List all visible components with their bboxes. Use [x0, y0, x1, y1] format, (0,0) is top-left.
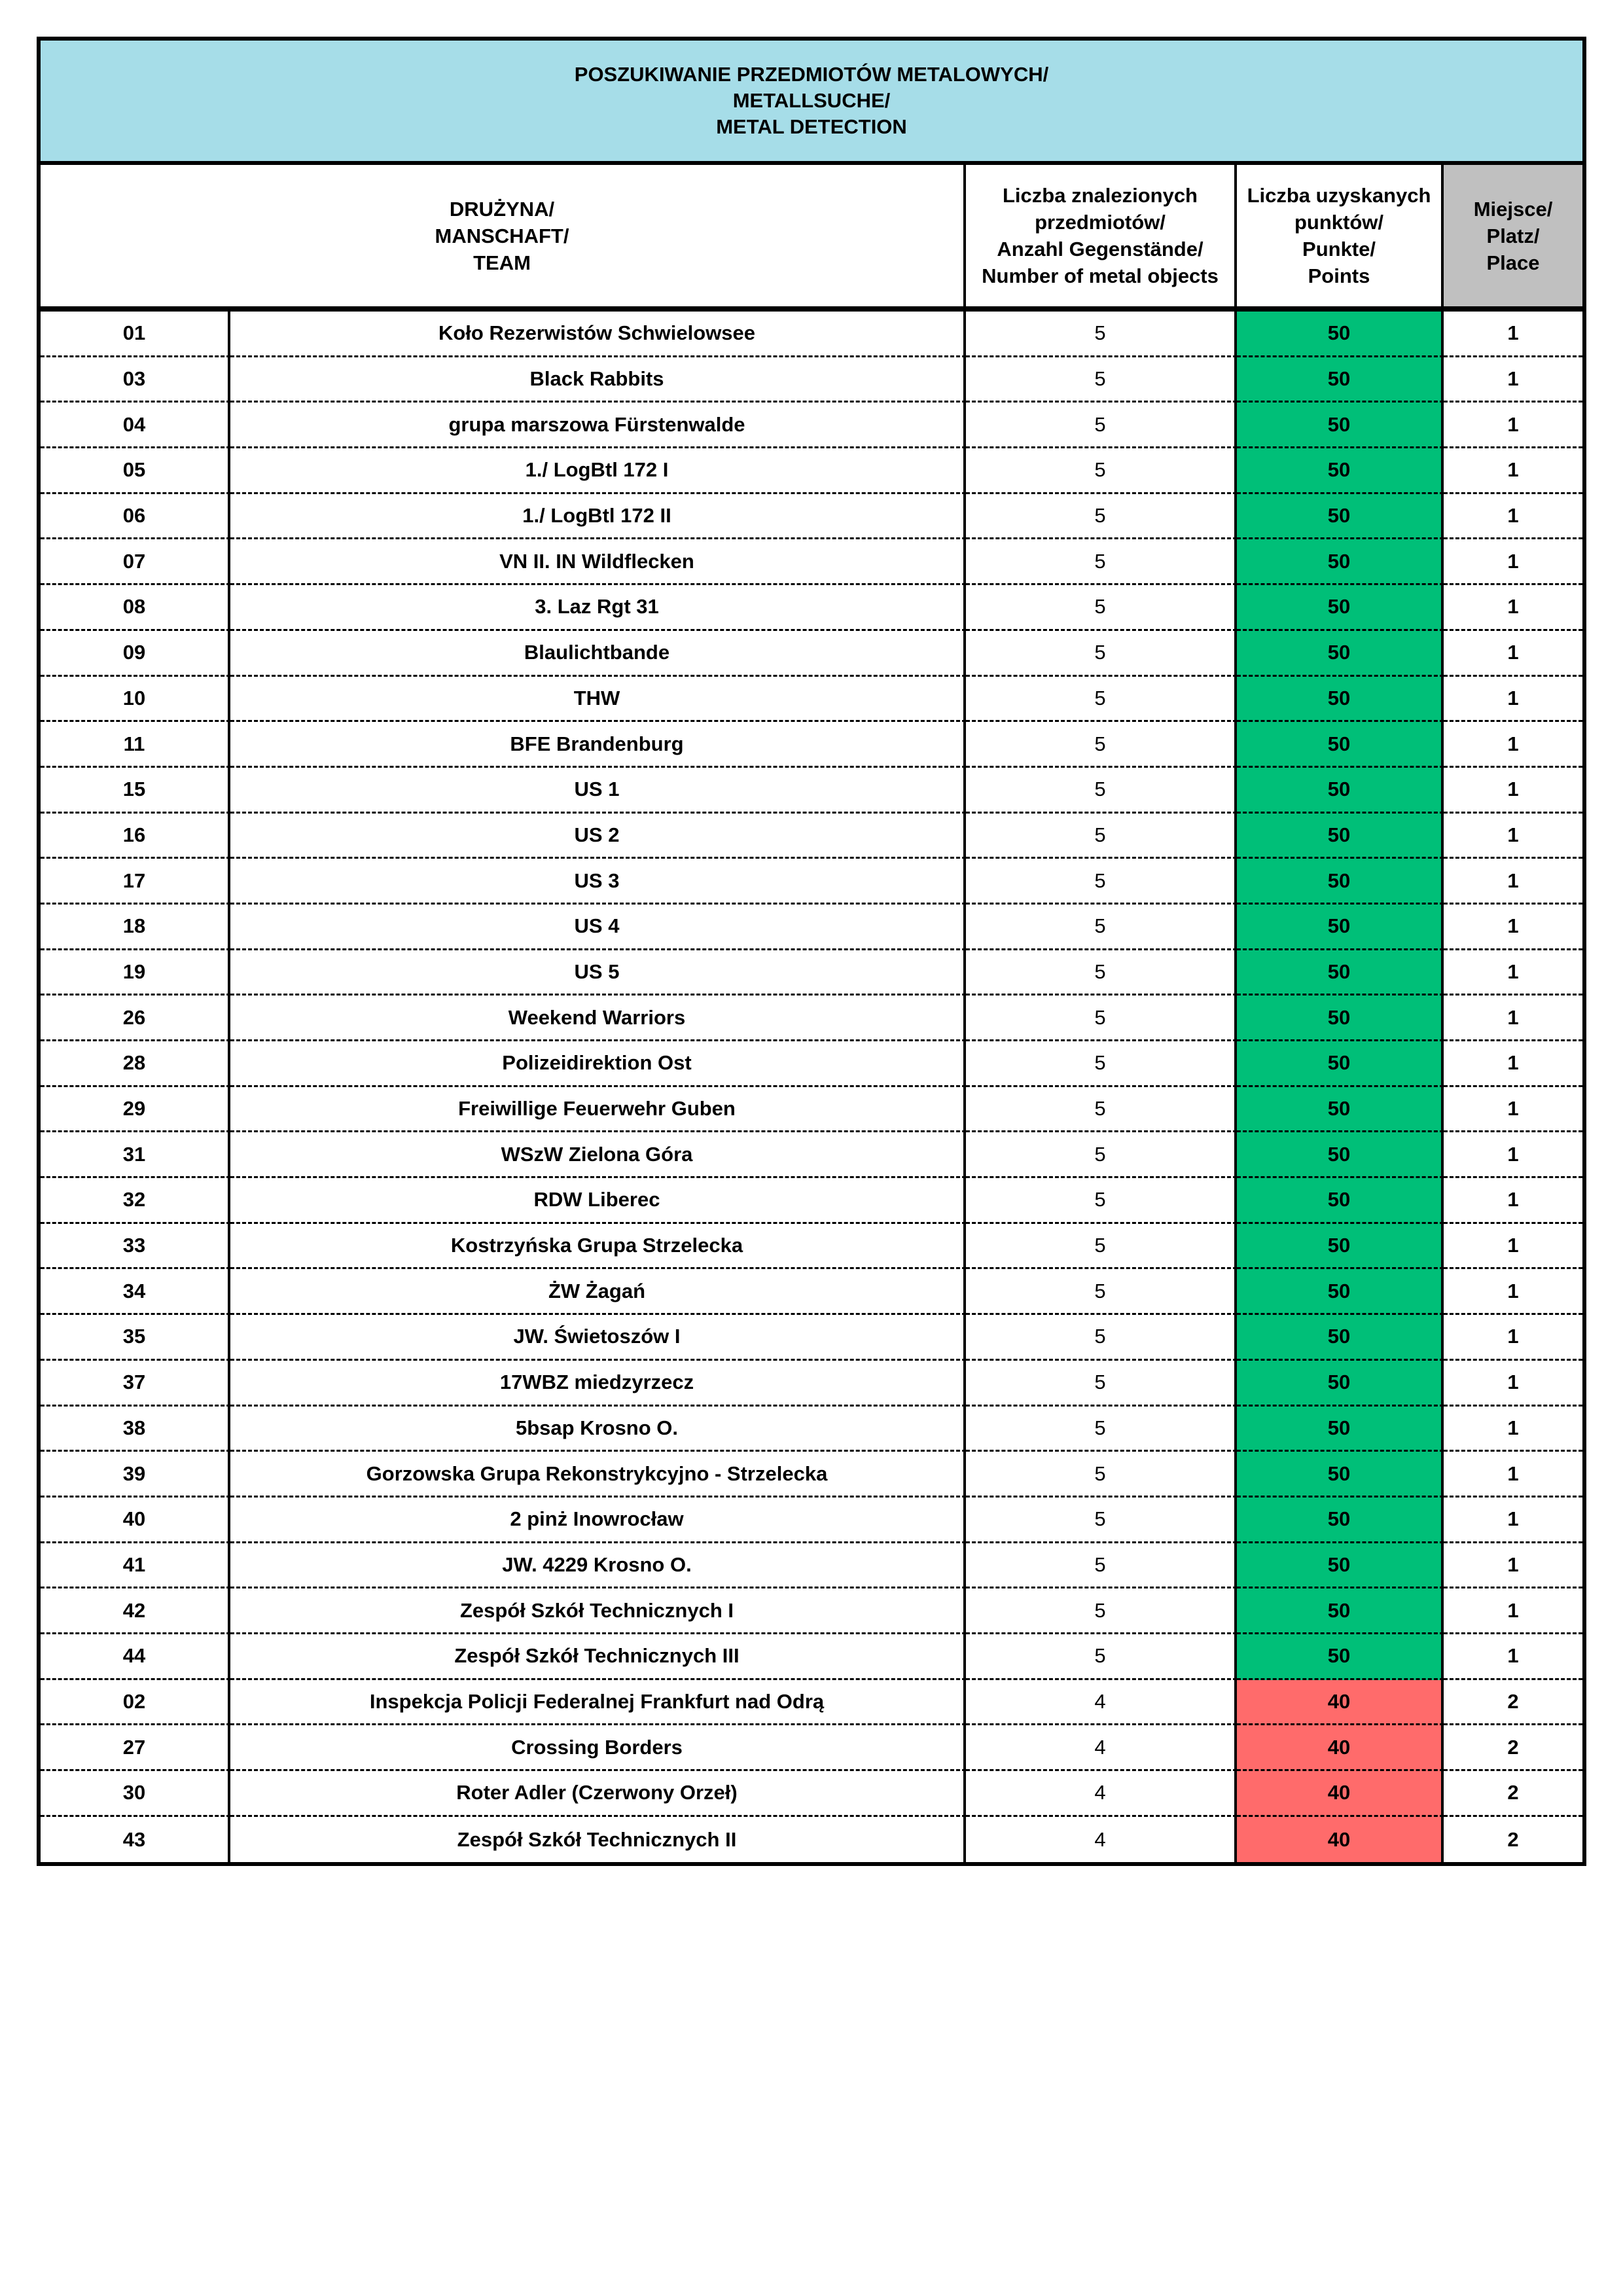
header-count-line: Anzahl Gegenstände/	[997, 238, 1204, 260]
team-id: 27	[41, 1725, 230, 1771]
objects-count: 5	[966, 1041, 1237, 1087]
team-name: Weekend Warriors	[230, 996, 966, 1041]
team-name: US 4	[230, 905, 966, 950]
header-points-line: Liczba uzyskanych	[1247, 184, 1431, 207]
team-name: Zespół Szkół Technicznych II	[230, 1817, 966, 1863]
team-name: 3. Laz Rgt 31	[230, 585, 966, 631]
objects-count: 5	[966, 312, 1237, 357]
team-name: US 3	[230, 859, 966, 905]
team-id: 44	[41, 1634, 230, 1680]
place-value: 1	[1444, 1315, 1582, 1361]
header-count	[966, 165, 1237, 312]
team-id: 16	[41, 814, 230, 859]
points-value: 50	[1237, 996, 1444, 1041]
team-name: ŻW Żagań	[230, 1269, 966, 1315]
team-name: Crossing Borders	[230, 1725, 966, 1771]
place-value: 1	[1444, 859, 1582, 905]
team-id: 28	[41, 1041, 230, 1087]
points-value: 50	[1237, 494, 1444, 540]
objects-count: 5	[966, 1132, 1237, 1178]
objects-count: 5	[966, 585, 1237, 631]
objects-count: 5	[966, 1634, 1237, 1680]
team-name: BFE Brandenburg	[230, 722, 966, 768]
objects-count: 5	[966, 859, 1237, 905]
points-value: 50	[1237, 448, 1444, 494]
place-value: 1	[1444, 996, 1582, 1041]
points-value: 50	[1237, 1132, 1444, 1178]
team-id: 39	[41, 1452, 230, 1498]
place-value: 2	[1444, 1725, 1582, 1771]
team-id: 26	[41, 996, 230, 1041]
place-value: 1	[1444, 722, 1582, 768]
team-id: 09	[41, 631, 230, 677]
objects-count: 5	[966, 1498, 1237, 1543]
place-value: 1	[1444, 1087, 1582, 1133]
header-points-line: Points	[1308, 264, 1370, 287]
place-value: 1	[1444, 1588, 1582, 1634]
objects-count: 5	[966, 1087, 1237, 1133]
team-name: Koło Rezerwistów Schwielowsee	[230, 312, 966, 357]
team-id: 18	[41, 905, 230, 950]
team-id: 03	[41, 357, 230, 403]
objects-count: 5	[966, 996, 1237, 1041]
team-name: WSzW Zielona Góra	[230, 1132, 966, 1178]
team-name: Kostrzyńska Grupa Strzelecka	[230, 1224, 966, 1270]
points-value: 50	[1237, 1087, 1444, 1133]
objects-count: 5	[966, 814, 1237, 859]
place-value: 1	[1444, 1132, 1582, 1178]
team-name: Inspekcja Policji Federalnej Frankfurt nad Odrą	[230, 1680, 966, 1726]
team-id: 02	[41, 1680, 230, 1726]
team-name: THW	[230, 677, 966, 723]
header-count-line: Liczba znalezionych	[1002, 184, 1198, 207]
points-value: 50	[1237, 768, 1444, 814]
place-value: 1	[1444, 1498, 1582, 1543]
team-id: 40	[41, 1498, 230, 1543]
place-value: 1	[1444, 1543, 1582, 1589]
header-place-line: Platz/	[1486, 224, 1540, 247]
team-id: 15	[41, 768, 230, 814]
team-id: 11	[41, 722, 230, 768]
team-id: 19	[41, 950, 230, 996]
objects-count: 5	[966, 1543, 1237, 1589]
objects-count: 5	[966, 677, 1237, 723]
team-id: 01	[41, 312, 230, 357]
objects-count: 5	[966, 768, 1237, 814]
objects-count: 5	[966, 1407, 1237, 1452]
points-value: 50	[1237, 631, 1444, 677]
team-id: 30	[41, 1771, 230, 1817]
team-name: Black Rabbits	[230, 357, 966, 403]
points-value: 50	[1237, 1315, 1444, 1361]
place-value: 1	[1444, 1178, 1582, 1224]
points-value: 50	[1237, 1224, 1444, 1270]
header-team	[41, 165, 966, 312]
place-value: 1	[1444, 1361, 1582, 1407]
place-value: 1	[1444, 403, 1582, 448]
header-points	[1237, 165, 1444, 312]
objects-count: 5	[966, 494, 1237, 540]
team-name: 1./ LogBtl 172 II	[230, 494, 966, 540]
points-value: 50	[1237, 403, 1444, 448]
team-name: US 1	[230, 768, 966, 814]
points-value: 50	[1237, 1588, 1444, 1634]
header-team-pl: DRUŻYNA/	[449, 197, 555, 221]
team-id: 17	[41, 859, 230, 905]
team-id: 08	[41, 585, 230, 631]
points-value: 50	[1237, 814, 1444, 859]
points-value: 50	[1237, 1269, 1444, 1315]
objects-count: 5	[966, 631, 1237, 677]
team-id: 31	[41, 1132, 230, 1178]
team-name: Freiwillige Feuerwehr Guben	[230, 1087, 966, 1133]
team-id: 07	[41, 539, 230, 585]
objects-count: 5	[966, 1315, 1237, 1361]
objects-count: 4	[966, 1725, 1237, 1771]
points-value: 50	[1237, 1041, 1444, 1087]
place-value: 1	[1444, 585, 1582, 631]
team-name: Zespół Szkół Technicznych III	[230, 1634, 966, 1680]
points-value: 50	[1237, 1407, 1444, 1452]
team-id: 32	[41, 1178, 230, 1224]
team-id: 06	[41, 494, 230, 540]
objects-count: 5	[966, 1178, 1237, 1224]
objects-count: 4	[966, 1680, 1237, 1726]
team-id: 33	[41, 1224, 230, 1270]
objects-count: 5	[966, 1361, 1237, 1407]
results-table	[37, 37, 1586, 1866]
team-name: Roter Adler (Czerwony Orzeł)	[230, 1771, 966, 1817]
place-value: 1	[1444, 814, 1582, 859]
title-line-en: METAL DETECTION	[716, 115, 907, 138]
place-value: 1	[1444, 1452, 1582, 1498]
objects-count: 4	[966, 1817, 1237, 1863]
team-id: 38	[41, 1407, 230, 1452]
team-id: 34	[41, 1269, 230, 1315]
place-value: 1	[1444, 677, 1582, 723]
header-count-line: przedmiotów/	[1035, 211, 1166, 234]
points-value: 50	[1237, 677, 1444, 723]
objects-count: 4	[966, 1771, 1237, 1817]
place-value: 1	[1444, 1224, 1582, 1270]
header-points-line: Punkte/	[1302, 238, 1376, 260]
objects-count: 5	[966, 1588, 1237, 1634]
team-name: Zespół Szkół Technicznych I	[230, 1588, 966, 1634]
points-value: 50	[1237, 859, 1444, 905]
team-name: RDW Liberec	[230, 1178, 966, 1224]
points-value: 50	[1237, 312, 1444, 357]
header-place-line: Miejsce/	[1473, 197, 1553, 221]
team-id: 04	[41, 403, 230, 448]
place-value: 1	[1444, 950, 1582, 996]
place-value: 1	[1444, 1041, 1582, 1087]
team-id: 10	[41, 677, 230, 723]
header-team-en: TEAM	[473, 251, 531, 274]
points-value: 50	[1237, 539, 1444, 585]
team-name: VN II. IN Wildflecken	[230, 539, 966, 585]
team-name: US 5	[230, 950, 966, 996]
team-name: 1./ LogBtl 172 I	[230, 448, 966, 494]
objects-count: 5	[966, 1269, 1237, 1315]
team-name: JW. Świetoszów I	[230, 1315, 966, 1361]
points-value: 50	[1237, 1498, 1444, 1543]
objects-count: 5	[966, 403, 1237, 448]
objects-count: 5	[966, 1224, 1237, 1270]
team-name: Gorzowska Grupa Rekonstrykcyjno - Strzelecka	[230, 1452, 966, 1498]
place-value: 1	[1444, 539, 1582, 585]
title-line-pl: POSZUKIWANIE PRZEDMIOTÓW METALOWYCH/	[574, 63, 1049, 86]
team-name: Polizeidirektion Ost	[230, 1041, 966, 1087]
header-points-line: punktów/	[1294, 211, 1384, 234]
points-value: 50	[1237, 905, 1444, 950]
points-value: 50	[1237, 585, 1444, 631]
team-name: US 2	[230, 814, 966, 859]
header-count-line: Number of metal objects	[982, 264, 1219, 287]
objects-count: 5	[966, 722, 1237, 768]
points-value: 50	[1237, 357, 1444, 403]
objects-count: 5	[966, 539, 1237, 585]
points-value: 50	[1237, 1543, 1444, 1589]
place-value: 1	[1444, 768, 1582, 814]
table-title	[41, 41, 1582, 165]
points-value: 50	[1237, 1634, 1444, 1680]
place-value: 2	[1507, 1827, 1519, 1851]
points-value: 50	[1237, 722, 1444, 768]
place-value: 1	[1444, 312, 1582, 357]
points-value: 50	[1237, 1361, 1444, 1407]
team-id: 29	[41, 1087, 230, 1133]
header-place-line: Place	[1486, 251, 1540, 274]
team-id: 35	[41, 1315, 230, 1361]
points-value: 40	[1237, 1771, 1444, 1817]
team-id: 37	[41, 1361, 230, 1407]
team-name: 2 pinż Inowrocław	[230, 1498, 966, 1543]
team-id: 41	[41, 1543, 230, 1589]
title-line-de: METALLSUCHE/	[732, 89, 891, 112]
team-name: Blaulichtbande	[230, 631, 966, 677]
objects-count: 5	[966, 950, 1237, 996]
points-value: 40	[1237, 1725, 1444, 1771]
objects-count: 5	[966, 357, 1237, 403]
team-id: 05	[41, 448, 230, 494]
place-value: 1	[1444, 357, 1582, 403]
team-name: JW. 4229 Krosno O.	[230, 1543, 966, 1589]
place-value: 1	[1444, 631, 1582, 677]
objects-count: 5	[966, 448, 1237, 494]
points-value: 50	[1237, 1452, 1444, 1498]
points-value: 40	[1237, 1817, 1444, 1863]
objects-count: 5	[966, 905, 1237, 950]
team-name: grupa marszowa Fürstenwalde	[230, 403, 966, 448]
header-team-de: MANSCHAFT/	[435, 224, 569, 247]
points-value: 50	[1237, 950, 1444, 996]
points-value: 50	[1237, 1178, 1444, 1224]
header-place	[1444, 165, 1582, 312]
place-value: 1	[1444, 1269, 1582, 1315]
objects-count: 5	[966, 1452, 1237, 1498]
place-value: 1	[1444, 494, 1582, 540]
place-value: 1	[1444, 1407, 1582, 1452]
team-name: 17WBZ miedzyrzecz	[230, 1361, 966, 1407]
team-id: 43	[41, 1817, 230, 1863]
place-value: 2	[1444, 1680, 1582, 1726]
team-name: 5bsap Krosno O.	[230, 1407, 966, 1452]
place-value: 1	[1444, 1634, 1582, 1680]
points-value: 40	[1237, 1680, 1444, 1726]
results-grid	[41, 165, 1582, 1862]
place-value: 1	[1444, 905, 1582, 950]
team-id: 42	[41, 1588, 230, 1634]
place-value: 2	[1444, 1771, 1582, 1817]
place-value: 1	[1444, 448, 1582, 494]
